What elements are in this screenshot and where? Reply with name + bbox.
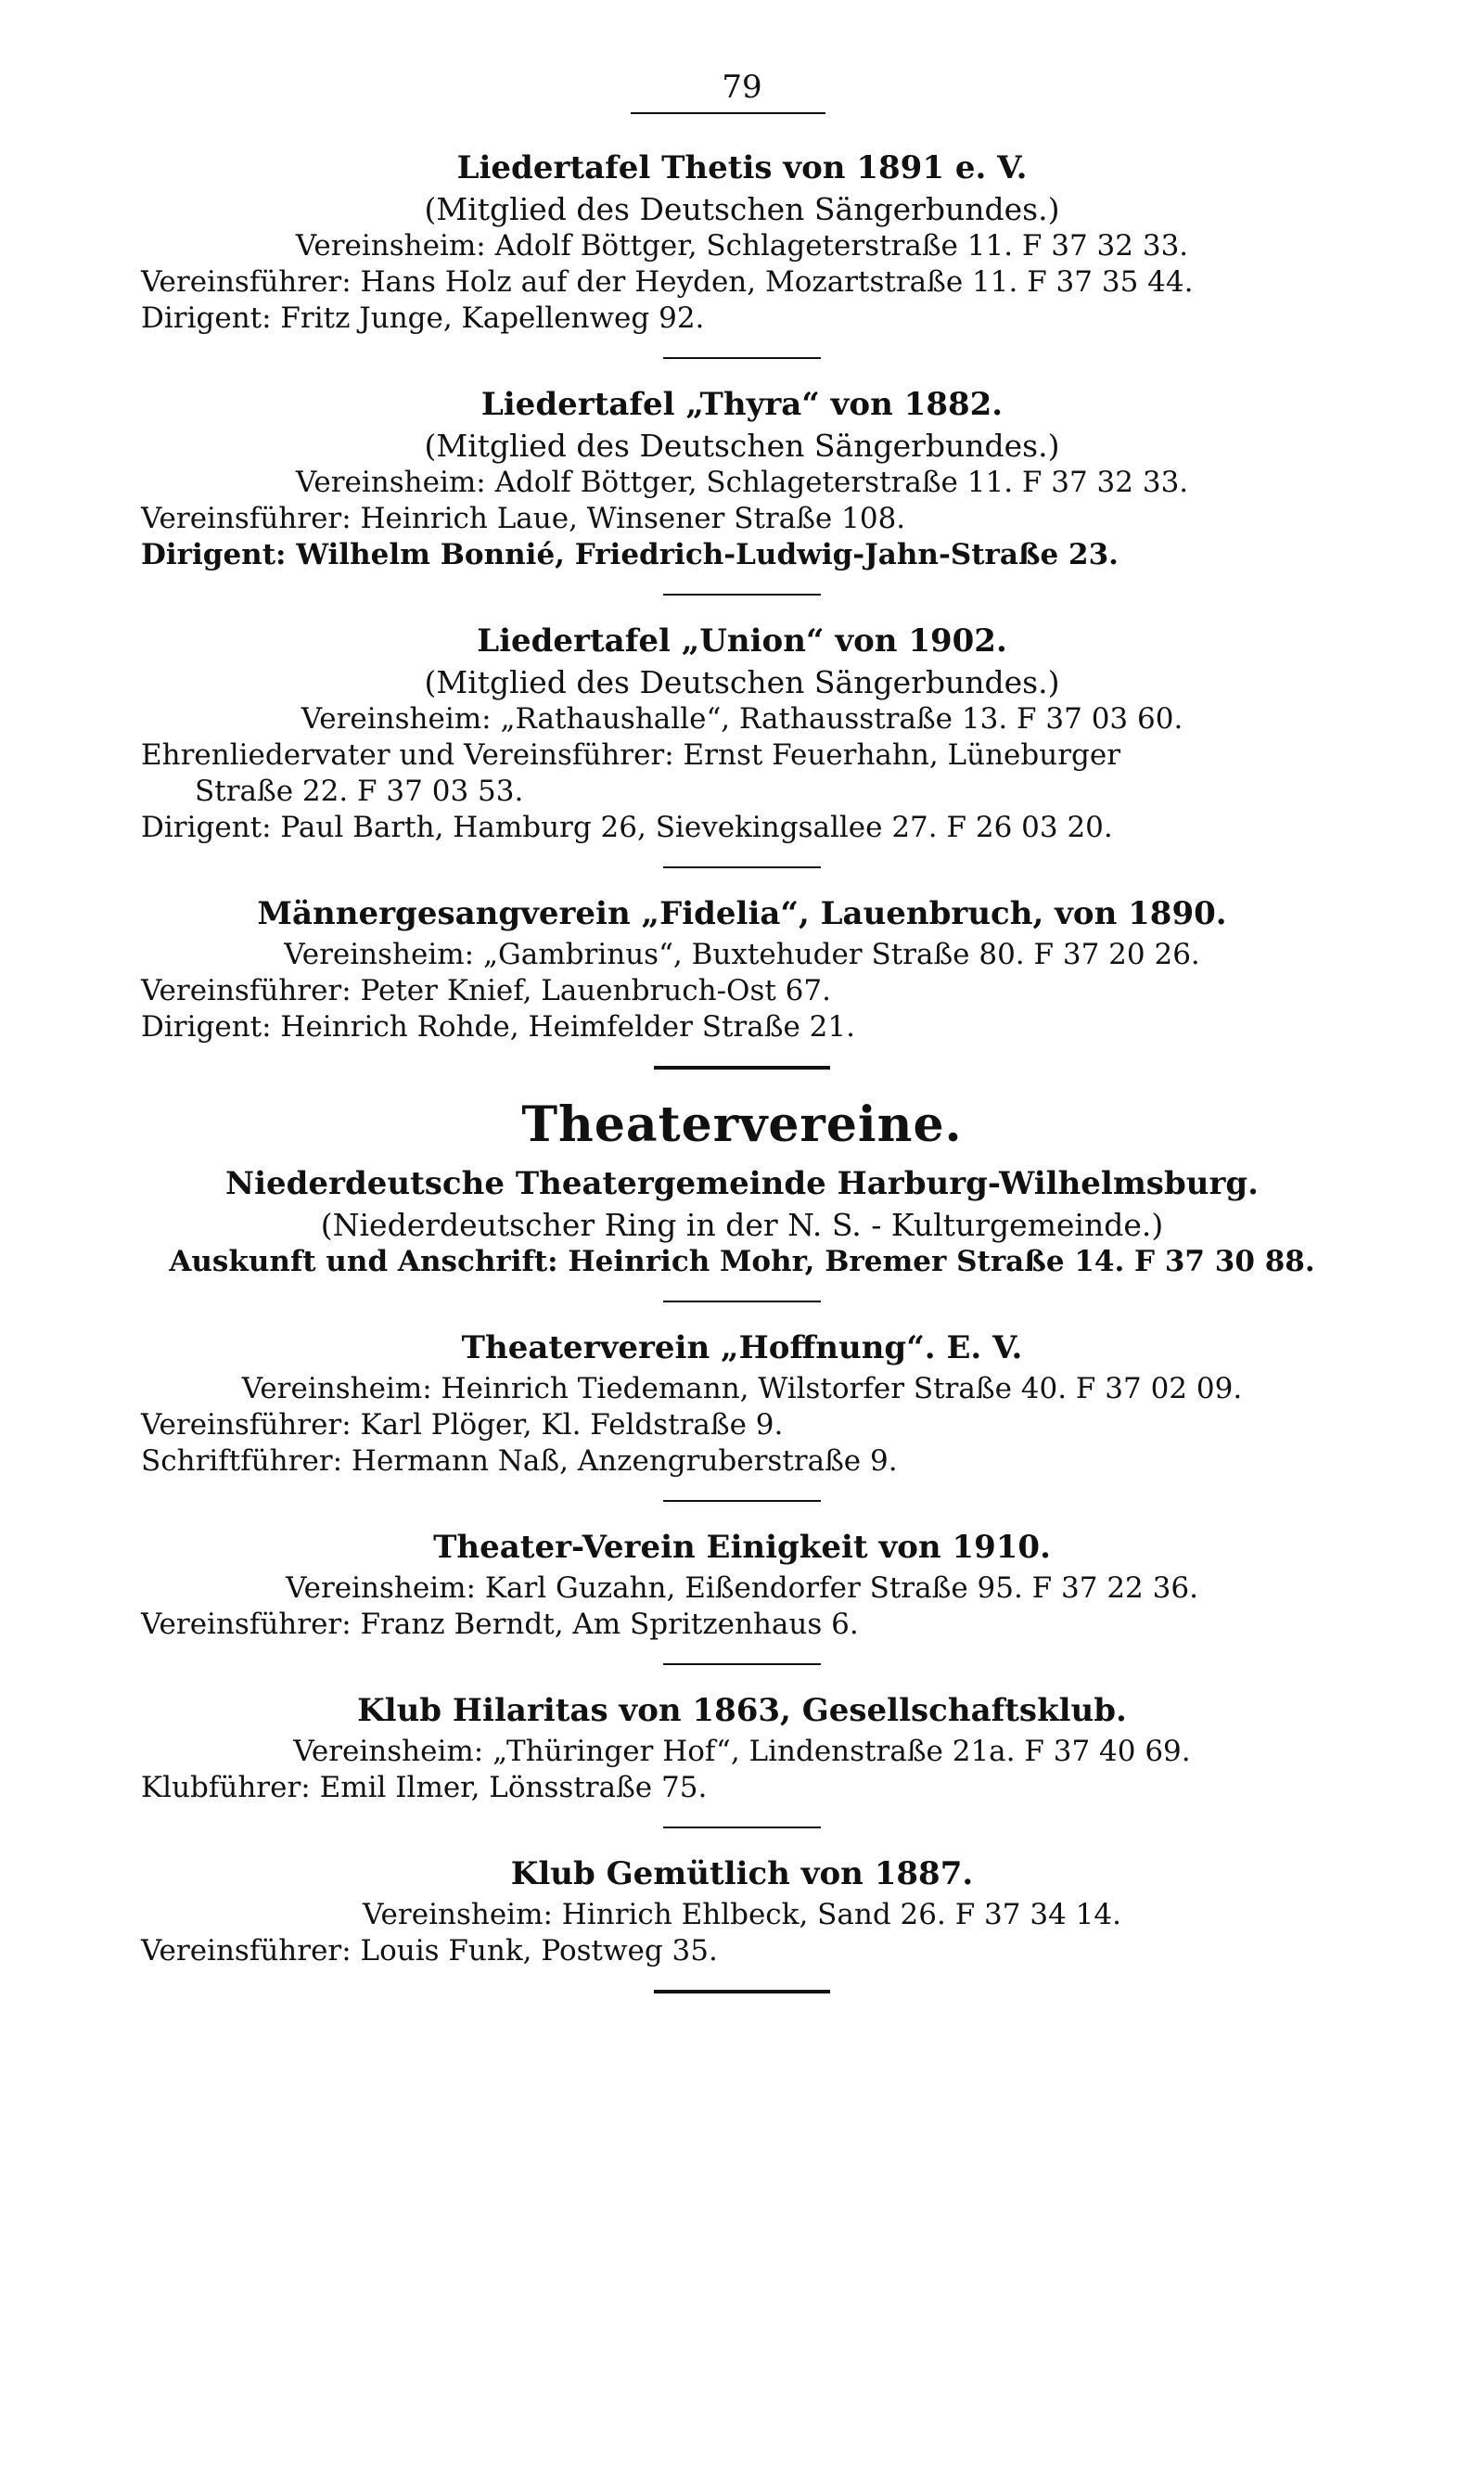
entry-line: Straße 22. F 37 03 53. (195, 775, 524, 808)
entry-title: Liedertafel Thetis von 1891 e. V. (456, 149, 1028, 186)
entry-title: Klub Gemütlich von 1887. (510, 1855, 974, 1892)
entry-line: Vereinsführer: Louis Funk, Postweg 35. (141, 1934, 718, 1968)
entry-line: Dirigent: Fritz Junge, Kapellenweg 92. (141, 301, 705, 335)
entry-line: Vereinsführer: Peter Knief, Lauenbruch-Ost 67. (141, 974, 831, 1007)
entry-title: Liedertafel „Thyra“ von 1882. (480, 386, 1004, 423)
entry-line: Vereinsheim: Adolf Böttger, Schlageterstraße 11. F 37 32 33. (295, 466, 1189, 499)
entry-line: Vereinsheim: „Rathaushalle“, Rathausstraße 13. F 37 03 60. (301, 702, 1183, 736)
entry-maennergesangverein-fidelia (130, 894, 1354, 1045)
entry-line: Vereinsführer: Hans Holz auf der Heyden, Mozartstraße 11. F 37 35 44. (141, 265, 1194, 299)
entry-line: Vereinsheim: Heinrich Tiedemann, Wilstorfer Straße 40. F 37 02 09. (241, 1372, 1243, 1405)
entry-liedertafel-thetis (130, 148, 1354, 337)
separator-rule (663, 1827, 821, 1828)
entry-title: Männergesangverein „Fidelia“, Lauenbruch, von 1890. (257, 895, 1227, 932)
entry-liedertafel-union (130, 622, 1354, 846)
entry-line: Schriftführer: Hermann Naß, Anzengruberstraße 9. (141, 1444, 898, 1478)
page-number-rule (631, 112, 825, 114)
entry-title: Liedertafel „Union“ von 1902. (477, 622, 1007, 660)
separator-rule (663, 1500, 821, 1502)
entry-subtitle: (Mitglied des Deutschen Sängerbundes.) (424, 191, 1060, 227)
page-number: 79 (722, 69, 762, 106)
entry-line: Dirigent: Paul Barth, Hamburg 26, Sievekingsallee 27. F 26 03 20. (141, 811, 1113, 844)
separator-rule (663, 357, 821, 359)
entry-line: Dirigent: Heinrich Rohde, Heimfelder Straße 21. (141, 1010, 855, 1044)
entry-niederdeutsche-theatergemeinde (130, 1164, 1354, 1280)
entry-line: Klubführer: Emil Ilmer, Lönsstraße 75. (141, 1771, 708, 1804)
entry-line: Ehrenliedervater und Vereinsführer: Ernst Feuerhahn, Lüneburger (141, 738, 1121, 772)
entry-title: Theaterverein „Hoffnung“. E. V. (461, 1329, 1023, 1366)
entry-title: Klub Hilaritas von 1863, Gesellschaftsklub. (357, 1692, 1127, 1729)
entry-line: Vereinsführer: Heinrich Laue, Winsener Straße 108. (141, 502, 906, 535)
entry-line: Vereinsheim: Adolf Böttger, Schlageterstraße 11. F 37 32 33. (295, 229, 1189, 263)
entry-theaterverein-hoffnung (130, 1328, 1354, 1480)
entry-title: Niederdeutsche Theatergemeinde Harburg-Wilhelmsburg. (225, 1165, 1259, 1202)
entry-line: Vereinsheim: Hinrich Ehlbeck, Sand 26. F 37 34 14. (363, 1898, 1121, 1931)
entry-klub-gemuetlich (130, 1854, 1354, 1969)
entry-subtitle: (Mitglied des Deutschen Sängerbundes.) (424, 428, 1060, 464)
entry-subtitle: (Niederdeutscher Ring in der N. S. - Kulturgemeinde.) (320, 1207, 1164, 1243)
entry-line: Vereinsführer: Franz Berndt, Am Spritzenhaus 6. (141, 1608, 859, 1641)
entry-klub-hilaritas (130, 1691, 1354, 1806)
section-heading: Theatervereine. (521, 1096, 963, 1153)
entry-liedertafel-thyra (130, 385, 1354, 573)
separator-rule (663, 866, 821, 868)
separator-rule (663, 594, 821, 596)
entry-line: Vereinsheim: „Gambrinus“, Buxtehuder Straße 80. F 37 20 26. (284, 938, 1200, 971)
separator-rule (654, 1990, 830, 1993)
entry-line: Auskunft und Anschrift: Heinrich Mohr, Bremer Straße 14. F 37 30 88. (169, 1245, 1315, 1278)
entry-line: Dirigent: Wilhelm Bonnié, Friedrich-Ludwig-Jahn-Straße 23. (141, 538, 1119, 571)
entry-subtitle: (Mitglied des Deutschen Sängerbundes.) (424, 664, 1060, 700)
entry-theaterverein-einigkeit (130, 1528, 1354, 1643)
entry-title: Theater-Verein Einigkeit von 1910. (433, 1529, 1051, 1566)
entry-line: Vereinsführer: Karl Plöger, Kl. Feldstraße 9. (141, 1408, 784, 1442)
separator-rule (654, 1066, 830, 1070)
separator-rule (663, 1301, 821, 1302)
entry-line: Vereinsheim: „Thüringer Hof“, Lindenstraße 21a. F 37 40 69. (293, 1735, 1191, 1768)
entry-line: Vereinsheim: Karl Guzahn, Eißendorfer Straße 95. F 37 22 36. (286, 1571, 1198, 1605)
entries-column (130, 148, 1354, 2019)
separator-rule (663, 1663, 821, 1665)
